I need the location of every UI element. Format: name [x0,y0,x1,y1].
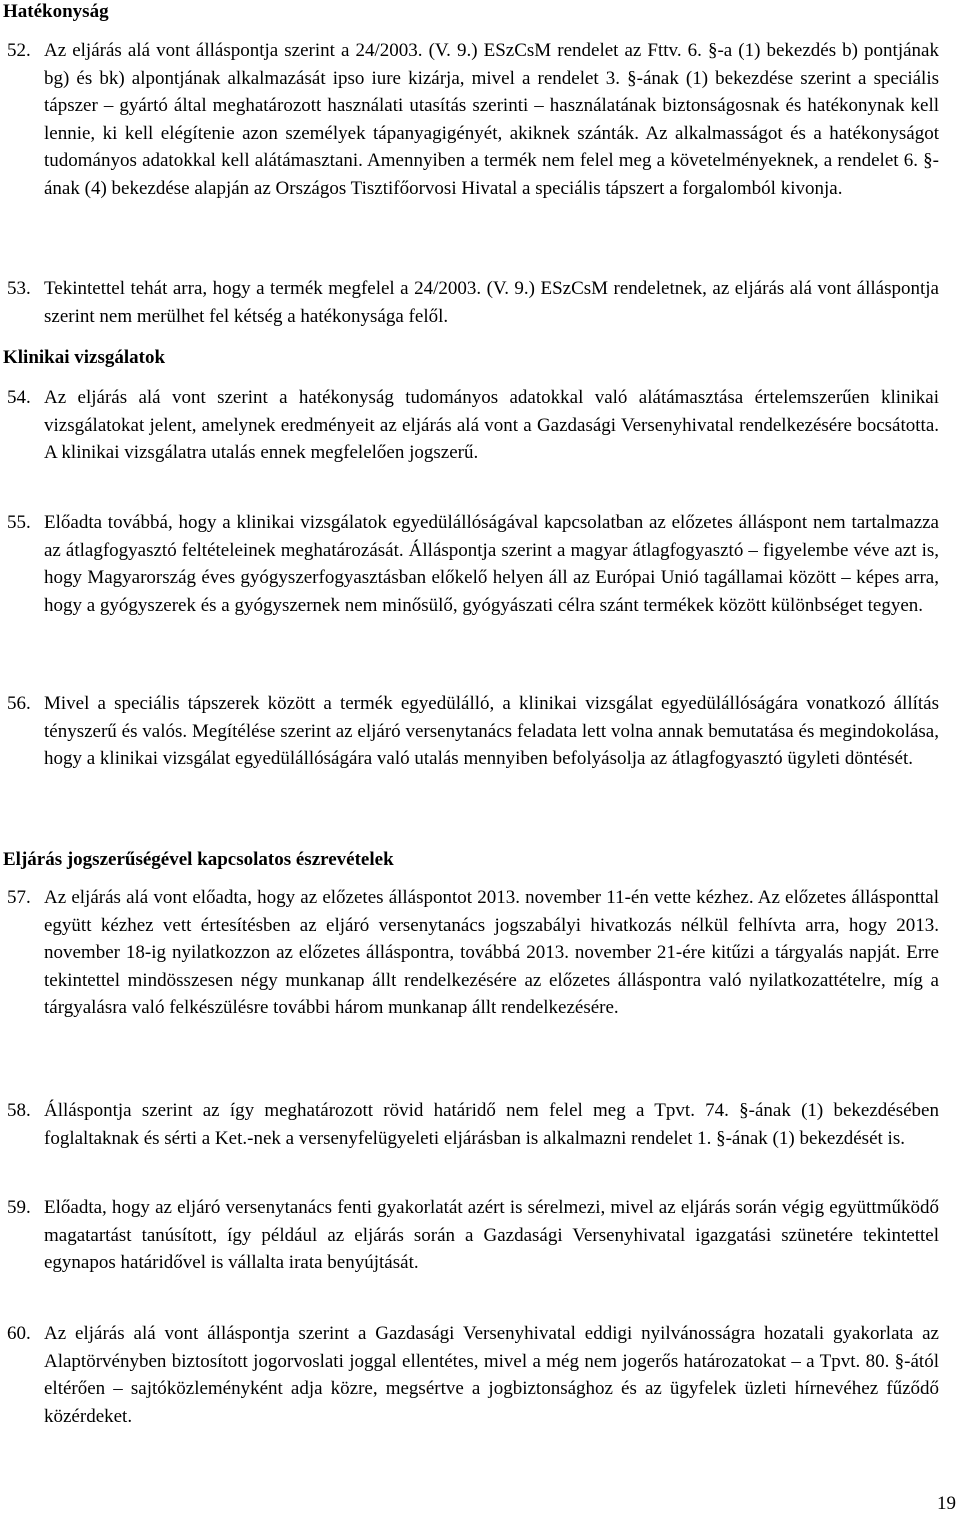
paragraph-number: 52. [7,40,31,61]
paragraph-number: 59. [7,1197,31,1218]
paragraph-number: 54. [7,387,31,408]
paragraph-number: 53. [7,278,31,299]
paragraph-text: Előadta, hogy az eljáró versenytanács fenti gyakorlatát azért is sérelmezi, mivel az eljárás során végig együttműködő magatartást tanúsított, így például az eljárás során a Gazdasági Versenyhivatal igazgatási szünetére tekintettel egynapos határidővel is vállalta irata benyújtását. [44,1197,939,1273]
section-heading-klinikai-vizsgalatok: Klinikai vizsgálatok [3,347,166,368]
paragraph-text: Az eljárás alá vont álláspontja szerint a Gazdasági Versenyhivatal eddigi nyilvánosságra hozatali gyakorlata az Alaptörvényben biztosított jogorvoslati joggal ellentétes, mivel a még nem jogerős határozatokat – a Tpvt. 80. §-ától eltérően – sajtóközleményként adja közre, megsértve a jogbiztonsághoz és az ügyfelek üzleti hírnevéhez fűződő közérdeket. [44,1323,939,1427]
paragraph-60 [7,1320,939,1430]
paragraph-text: Mivel a speciális tápszerek között a termék egyedülálló, a klinikai vizsgálat egyedülállóságára vonatkozó állítás tényszerű és valós. Megítélése szerint az eljáró versenytanács feladata lett volna annak bemutatása és megindokolása, hogy a klinikai vizsgálat egyedülállóságára való utalás mennyiben befolyásolja az átlagfogyasztó ügyleti döntését. [44,693,939,769]
paragraph-text: Álláspontja szerint az így meghatározott rövid határidő nem felel meg a Tpvt. 74. §-ának (1) bekezdésében foglaltaknak és sérti a Ket.-nek a versenyfelügyeleti eljárásban is alkalmazni rendelet 1. §-ának (1) bekezdését is. [44,1100,939,1149]
paragraph-56 [7,690,939,773]
paragraph-text: Az eljárás alá vont előadta, hogy az előzetes álláspontot 2013. november 11-én vette kézhez. Az előzetes állásponttal együtt kézhez vett értesítésben az eljáró versenytanács jogszabályi hivatkozás nélkül felhívta arra, hogy 2013. november 18-ig nyilatkozzon az előzetes álláspontra, továbbá 2013. november 21-ére kitűzi a tárgyalás napját. Erre tekintettel mindösszesen négy munkanap állt rendelkezésére az előzetes álláspontra való nyilatkozattételre, míg a tárgyalásra való felkészülésre további három munkanap állt rendelkezésére. [44,887,939,1018]
paragraph-number: 58. [7,1100,31,1121]
paragraph-number: 57. [7,887,31,908]
paragraph-55 [7,509,939,619]
paragraph-number: 55. [7,512,31,533]
paragraph-59 [7,1194,939,1277]
paragraph-text: Tekintettel tehát arra, hogy a termék megfelel a 24/2003. (V. 9.) ESzCsM rendeletnek, az eljárás alá vont álláspontja szerint nem merülhet fel kétség a hatékonysága felől. [44,278,939,327]
paragraph-57 [7,884,939,1022]
paragraph-text: Az eljárás alá vont álláspontja szerint a 24/2003. (V. 9.) ESzCsM rendelet az Fttv. 6. §-a (1) bekezdés b) pontjának bg) és bk) alpontjának alkalmazását ipso iure kizárja, mivel a rendelet 3. §-ának (1) bekezdése szerint a speciális tápszer – gyártó által meghatározott használati utasítás szerinti – használatának biztonságosnak és hatékonynak kell lennie, ki kell elégítenie azon személyek tápanyagigényét, akiknek szánták. Az alkalmasságot és a hatékonyságot tudományos adatokkal kell alátámasztani. Amennyiben a termék nem felel meg a követelményeknek, a rendelet 6. §-ának (4) bekezdése alapján az Országos Tisztifőorvosi Hivatal a speciális tápszert a forgalomból kivonja. [44,40,939,199]
paragraph-number: 60. [7,1323,31,1344]
paragraph-54 [7,384,939,467]
paragraph-53 [7,275,939,330]
paragraph-52 [7,37,939,202]
section-heading-hatekonysag: Hatékonyság [3,1,109,22]
section-heading-eljaras-jogszerusege: Eljárás jogszerűségével kapcsolatos észrevételek [3,849,394,870]
paragraph-58 [7,1097,939,1152]
paragraph-text: Előadta továbbá, hogy a klinikai vizsgálatok egyedülállóságával kapcsolatban az előzetes álláspont nem tartalmazza az átlagfogyasztó feltételeinek meghatározását. Álláspontja szerint a magyar átlagfogyasztó – figyelembe véve azt is, hogy Magyarország éves gyógyszerfogyasztásban előkelő helyen áll az Európai Unió tagállamai között – képes arra, hogy a gyógyszerek és a gyógyszernek nem minősülő, gyógyászati célra szánt termékek között különbséget tegyen. [44,512,939,616]
paragraph-number: 56. [7,693,31,714]
paragraph-text: Az eljárás alá vont szerint a hatékonyság tudományos adatokkal való alátámasztása értelemszerűen klinikai vizsgálatokat jelent, amelynek eredményeit az eljárás alá vont a Gazdasági Versenyhivatal rendelkezésére bocsátotta. A klinikai vizsgálatra utalás ennek megfelelően jogszerű. [44,387,939,463]
page-number: 19 [937,1493,956,1514]
